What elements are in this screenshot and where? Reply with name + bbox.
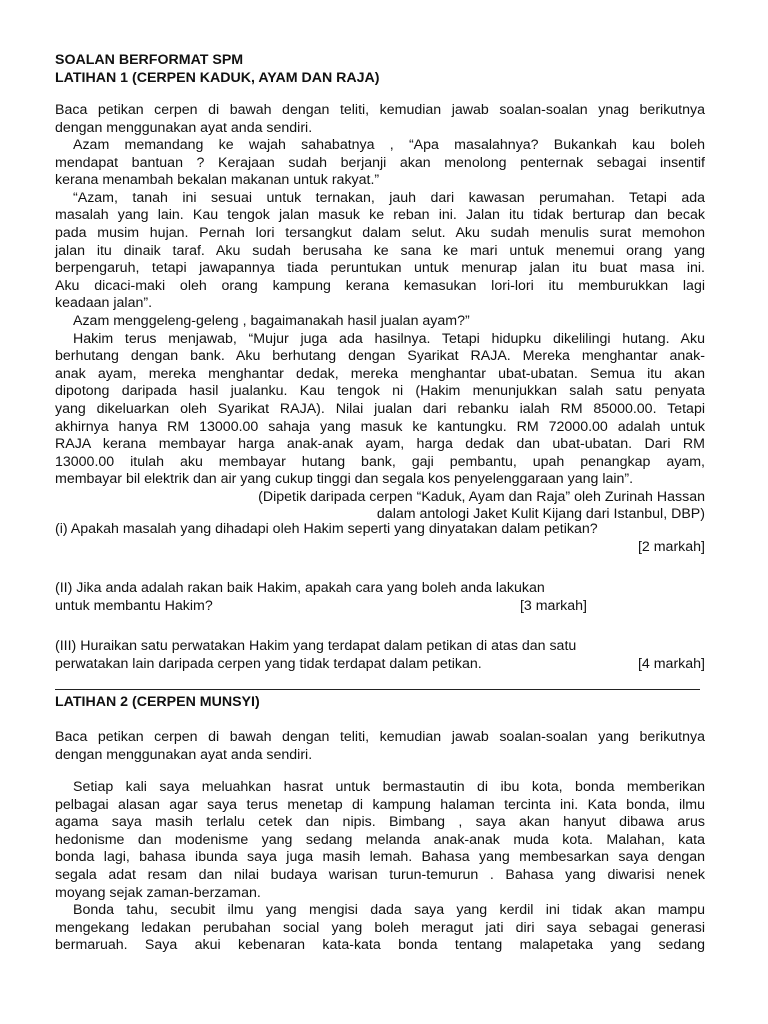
text-line: pelbagai alasan agar saya terus menetap di kampung halaman tercinta ini. Kata bonda, ilmu — [55, 796, 705, 813]
text-line: agama saya masih terlalu cetek dan nipis. Bimbang , saya akan hanyut dibawa arus — [55, 814, 705, 831]
header-title: SOALAN BERFORMAT SPM — [55, 52, 244, 68]
question-3 — [55, 638, 705, 673]
marks-label: [3 markah] — [519, 597, 587, 614]
text-line: keadaan jalan”. — [55, 295, 153, 312]
latihan-2-passage — [55, 779, 705, 955]
document-header — [55, 52, 705, 87]
latihan-1-passage — [55, 137, 705, 524]
latihan-2-title: LATIHAN 2 (CERPEN MUNSYI) — [55, 694, 260, 710]
text-line: berpengaruh, tetapi jawapannya tiada peruntukan untuk menurap jalan itu buat masa ini. — [55, 260, 705, 277]
text-line: Baca petikan cerpen di bawah dengan teliti, kemudian jawab soalan-soalan yang berikutnya — [55, 729, 705, 745]
latihan-1-title: LATIHAN 1 (CERPEN KADUK, AYAM DAN RAJA) — [55, 69, 380, 86]
text-line: Azam menggeleng-geleng , bagaimanakah hasil jualan ayam?” — [73, 312, 470, 329]
text-line: anak ayam, mereka menghantar dedak, mereka menghantar ubat-ubatan. Semua itu akan — [55, 365, 705, 382]
text-line: Setiap kali saya meluahkan hasrat untuk bermastautin di ibu kota, bonda memberikan — [73, 779, 705, 795]
text-line: berhutang dengan bank. Aku berhutang dengan Syarikat RAJA. Mereka menghantar anak- — [55, 348, 705, 365]
text-line: mendapat bantuan ? Kerajaan sudah berjanji akan menolong penternak sebagai insentif — [55, 154, 705, 171]
text-line: segala adat resam dan nilai budaya warisan turun-temurun . Bahasa yang diwarisi nenek — [55, 866, 705, 883]
text-line: moyang sejak zaman-berzaman. — [55, 884, 261, 901]
question-2 — [55, 580, 587, 615]
latihan-2-instructions — [55, 729, 705, 764]
text-line: jalan itu dinaik taraf. Aku sudah berusaha ke sana ke mari untuk menemui orang yang — [55, 242, 705, 259]
question-text: (II) Jika anda adalah rakan baik Hakim, apakah cara yang boleh anda lakukan — [55, 580, 545, 596]
text-line: mengekang ledakan perubahan social yang boleh meragut jati diri saya sebagai generasi — [55, 919, 705, 936]
question-text: untuk membantu Hakim? — [55, 597, 213, 614]
text-line: Azam memandang ke wajah sahabatnya , “Apa masalahnya? Bukankah kau boleh — [73, 137, 705, 153]
text-line: yang dikeluarkan oleh Syarikat RAJA). Nilai jualan dari rebanku ialah RM 85000.00. Tetapi — [55, 400, 705, 417]
text-line: dengan menggunakan ayat anda sendiri. — [55, 746, 313, 763]
text-line: dengan menggunakan ayat anda sendiri. — [55, 119, 313, 136]
question-text: perwatakan lain daripada cerpen yang tidak terdapat dalam petikan. — [55, 655, 482, 672]
text-line: 13000.00 itulah aku membayar hutang bank, gaji pembantu, upah penangkap ayam, — [55, 453, 705, 470]
text-line: Baca petikan cerpen di bawah dengan teliti, kemudian jawab soalan-soalan ynag berikutnya — [55, 102, 705, 118]
text-line: “Azam, tanah ini sesuai untuk ternakan, jauh dari kawasan perumahan. Tetapi ada — [73, 189, 705, 206]
marks-label: [4 markah] — [637, 655, 705, 672]
text-line: Aku dicaci-maki oleh orang kampung kerana kemasukan lori-lori itu memburukkan lagi — [55, 277, 705, 294]
text-line: kerana menambah bekalan makanan untuk rakyat.” — [55, 172, 380, 189]
text-line: dipotong daripada hasil jualanku. Kau tengok ni (Hakim menunjukkan salah satu penyata — [55, 383, 705, 400]
section-divider — [55, 689, 700, 690]
citation-line: dalam antologi Jaket Kulit Kijang dari Istanbul, DBP) — [376, 506, 705, 523]
text-line: bonda lagi, bahasa ibunda saya juga masih lemah. Bahasa yang membesarkan saya dengan — [55, 849, 705, 866]
text-line: Bonda tahu, secubit ilmu yang mengisi dada saya yang kerdil ini tidak akan mampu — [73, 902, 705, 919]
text-line: hedonisme dan modenisme yang sedang melanda anak-anak muda kota. Malahan, kata — [55, 831, 705, 848]
text-line: membayar bil elektrik dan air yang cukup tinggi dan segala kos penyelenggaraan yang lain”. — [55, 471, 634, 488]
citation-line: (Dipetik daripada cerpen “Kaduk, Ayam dan Raja” oleh Zurinah Hassan — [258, 488, 705, 505]
question-1 — [55, 521, 705, 556]
question-text: (III) Huraikan satu perwatakan Hakim yang terdapat dalam petikan di atas dan satu — [55, 638, 577, 654]
latihan-1-instructions — [55, 102, 705, 137]
text-line: pada musim hujan. Pernah lori tersangkut dalam selut. Aku sudah menulis surat memohon — [55, 224, 705, 241]
text-line: bermaruah. Saya akui kebenaran kata-kata bonda tentang malapetaka yang sedang — [55, 937, 705, 954]
question-text: (i) Apakah masalah yang dihadapi oleh Hakim seperti yang dinyatakan dalam petikan? — [55, 521, 598, 537]
text-line: akhirnya hanya RM 13000.00 sahaja yang masuk ke kantungku. RM 72000.00 adalah untuk — [55, 418, 705, 435]
marks-label: [2 markah] — [637, 538, 705, 555]
text-line: masalah yang lain. Kau tengok jalan masuk ke reban ini. Jalan itu tidak berturap dan becak — [55, 207, 705, 224]
text-line: RAJA kerana membayar harga anak-anak ayam, harga dedak dan ubat-ubatan. Dari RM — [55, 436, 705, 453]
text-line: Hakim terus menjawab, “Mujur juga ada hasilnya. Tetapi hidupku dikelilingi hutang. Aku — [73, 330, 705, 347]
